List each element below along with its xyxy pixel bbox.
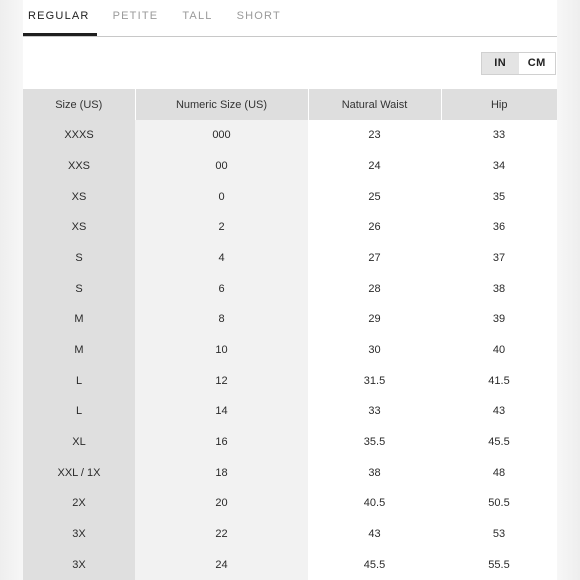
numeric-size-cell: 0 (135, 181, 308, 212)
numeric-size-cell: 22 (135, 519, 308, 550)
hip-cell: 36 (441, 212, 557, 243)
fit-tabs (23, 0, 557, 37)
waist-cell: 23 (308, 120, 441, 151)
size-cell: 2X (23, 488, 135, 519)
unit-cm-button[interactable]: CM (519, 53, 556, 74)
waist-cell: 29 (308, 304, 441, 335)
header-natural-waist: Natural Waist (308, 89, 441, 120)
hip-cell: 40 (441, 335, 557, 366)
size-cell: XL (23, 427, 135, 458)
tab-regular[interactable]: REGULAR (23, 0, 97, 36)
tab-petite[interactable]: PETITE (112, 10, 159, 22)
waist-cell: 38 (308, 457, 441, 488)
hip-cell: 41.5 (441, 365, 557, 396)
hip-cell: 45.5 (441, 427, 557, 458)
table-row (23, 181, 557, 212)
numeric-size-cell: 16 (135, 427, 308, 458)
waist-cell: 40.5 (308, 488, 441, 519)
waist-cell: 33 (308, 396, 441, 427)
table-row (23, 335, 557, 366)
table-row (23, 273, 557, 304)
unit-in-button[interactable]: IN (482, 53, 519, 74)
table-body (23, 120, 557, 580)
waist-cell: 28 (308, 273, 441, 304)
table-row (23, 488, 557, 519)
hip-cell: 37 (441, 243, 557, 274)
table-header-row (23, 89, 557, 120)
numeric-size-cell: 00 (135, 151, 308, 182)
header-size-us: Size (US) (23, 89, 135, 120)
size-cell: 3X (23, 519, 135, 550)
waist-cell: 43 (308, 519, 441, 550)
numeric-size-cell: 20 (135, 488, 308, 519)
waist-cell: 35.5 (308, 427, 441, 458)
table-row (23, 151, 557, 182)
waist-cell: 25 (308, 181, 441, 212)
size-table (23, 89, 557, 580)
size-cell: XXL / 1X (23, 457, 135, 488)
size-cell: M (23, 335, 135, 366)
waist-cell: 24 (308, 151, 441, 182)
hip-cell: 43 (441, 396, 557, 427)
waist-cell: 30 (308, 335, 441, 366)
table-row (23, 457, 557, 488)
numeric-size-cell: 24 (135, 549, 308, 580)
hip-cell: 33 (441, 120, 557, 151)
size-cell: XXS (23, 151, 135, 182)
hip-cell: 48 (441, 457, 557, 488)
numeric-size-cell: 10 (135, 335, 308, 366)
hip-cell: 39 (441, 304, 557, 335)
unit-toggle (481, 52, 556, 75)
numeric-size-cell: 14 (135, 396, 308, 427)
size-cell: XS (23, 212, 135, 243)
numeric-size-cell: 8 (135, 304, 308, 335)
table-row (23, 427, 557, 458)
size-cell: M (23, 304, 135, 335)
table-row (23, 549, 557, 580)
table-row (23, 120, 557, 151)
numeric-size-cell: 000 (135, 120, 308, 151)
hip-cell: 38 (441, 273, 557, 304)
table-row (23, 519, 557, 550)
tab-short[interactable]: SHORT (236, 10, 281, 22)
size-cell: L (23, 365, 135, 396)
hip-cell: 35 (441, 181, 557, 212)
numeric-size-cell: 18 (135, 457, 308, 488)
waist-cell: 31.5 (308, 365, 441, 396)
hip-cell: 34 (441, 151, 557, 182)
size-cell: S (23, 243, 135, 274)
size-cell: XS (23, 181, 135, 212)
numeric-size-cell: 12 (135, 365, 308, 396)
waist-cell: 26 (308, 212, 441, 243)
numeric-size-cell: 6 (135, 273, 308, 304)
hip-cell: 50.5 (441, 488, 557, 519)
size-cell: XXXS (23, 120, 135, 151)
waist-cell: 45.5 (308, 549, 441, 580)
waist-cell: 27 (308, 243, 441, 274)
size-cell: L (23, 396, 135, 427)
numeric-size-cell: 4 (135, 243, 308, 274)
size-cell: S (23, 273, 135, 304)
header-hip: Hip (441, 89, 557, 120)
tab-tall[interactable]: TALL (182, 10, 213, 22)
table-row (23, 365, 557, 396)
size-cell: 3X (23, 549, 135, 580)
hip-cell: 55.5 (441, 549, 557, 580)
table-row (23, 304, 557, 335)
left-margin (0, 0, 23, 580)
numeric-size-cell: 2 (135, 212, 308, 243)
table-row (23, 396, 557, 427)
hip-cell: 53 (441, 519, 557, 550)
header-numeric-size: Numeric Size (US) (135, 89, 308, 120)
table-row (23, 212, 557, 243)
right-margin (557, 0, 580, 580)
table-row (23, 243, 557, 274)
